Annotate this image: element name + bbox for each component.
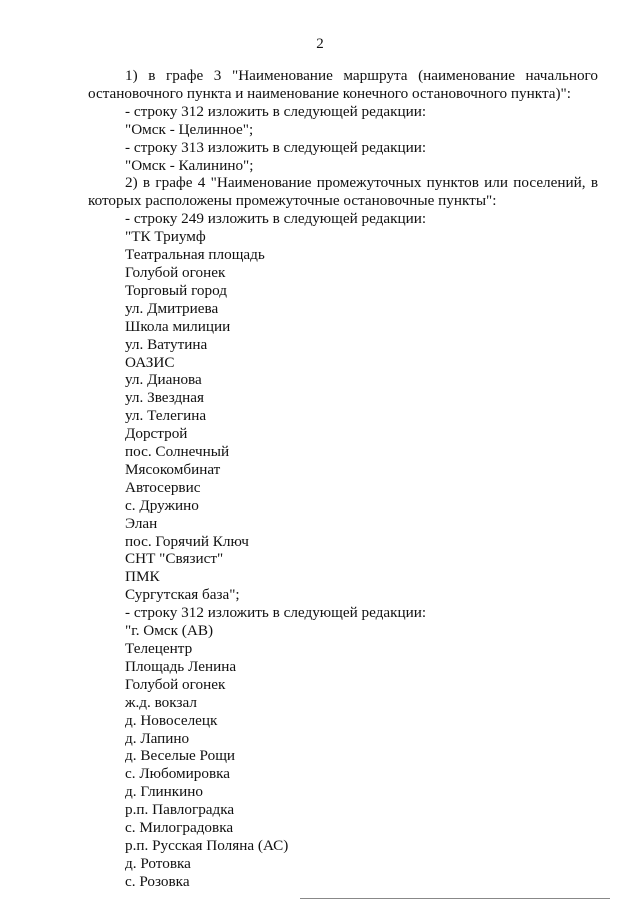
text-line: ПМК xyxy=(125,568,160,586)
text-line: - строку 312 изложить в следующей редакции: xyxy=(125,102,427,120)
text-line: д. Новоселецк xyxy=(125,711,218,729)
text-line: с. Дружино xyxy=(125,496,199,514)
text-line: р.п. Павлоградка xyxy=(125,801,235,819)
text-line: Сургутская база"; xyxy=(125,586,240,604)
text-line: Театральная площадь xyxy=(125,246,265,264)
text-line: Голубой огонек xyxy=(125,263,226,281)
bottom-divider xyxy=(300,898,610,899)
text-line: Голубой огонек xyxy=(125,675,226,693)
text-line: Автосервис xyxy=(125,478,201,496)
text-line: с. Милоградовка xyxy=(125,819,234,837)
text-line: пос. Солнечный xyxy=(125,443,230,461)
text-line: с. Розовка xyxy=(125,872,190,890)
text-line: пос. Горячий Ключ xyxy=(125,532,249,550)
text-line: ул. Ватутина xyxy=(125,335,208,353)
text-line: СНТ "Связист" xyxy=(125,550,224,568)
text-line: Телецентр xyxy=(125,640,193,657)
text-line: "ТК Триумф xyxy=(125,228,206,246)
text-line: д. Глинкино xyxy=(125,783,204,801)
text-line: Элан xyxy=(125,514,158,532)
text-line: ул. Телегина xyxy=(125,407,207,425)
text-line: - строку 249 изложить в следующей редакции: xyxy=(125,210,427,228)
text-line: - строку 313 изложить в следующей редакции: xyxy=(125,138,427,156)
text-line: - строку 312 изложить в следующей редакции: xyxy=(125,604,427,622)
text-line: д. Ротовка xyxy=(125,854,191,872)
text-line: Площадь Ленина xyxy=(125,657,237,675)
text-line: "Омск - Целинное"; xyxy=(125,120,254,138)
paragraph: 1) в графе 3 "Наименование маршрута (наименование начального остановочного пункта и наименование конечного остановочного пункта)": xyxy=(88,67,598,102)
paragraph: 2) в графе 4 "Наименование промежуточных пунктов или поселений, в которых расположены промежуточные остановочные пункты": xyxy=(88,174,598,210)
text-line: ж.д. вокзал xyxy=(125,693,197,711)
text-line: "Омск - Калинино"; xyxy=(125,156,254,174)
text-line: Школа милиции xyxy=(125,317,231,335)
text-line: Торговый город xyxy=(125,281,227,299)
text-line: с. Любомировка xyxy=(125,765,230,783)
text-line: ул. Дмитриева xyxy=(125,299,219,317)
page-number: 2 xyxy=(316,36,324,52)
document-body xyxy=(88,67,598,891)
text-line: ул. Дианова xyxy=(125,371,202,389)
text-line: д. Лапино xyxy=(125,729,190,747)
text-line: ОАЗИС xyxy=(125,353,175,371)
text-line: "г. Омск (АВ) xyxy=(125,622,214,640)
text-line: ул. Звездная xyxy=(125,389,205,407)
text-line: р.п. Русская Поляна (АС) xyxy=(125,836,289,854)
text-line: д. Веселые Рощи xyxy=(125,747,236,765)
text-line: Дорстрой xyxy=(125,425,188,443)
text-line: Мясокомбинат xyxy=(125,460,221,478)
